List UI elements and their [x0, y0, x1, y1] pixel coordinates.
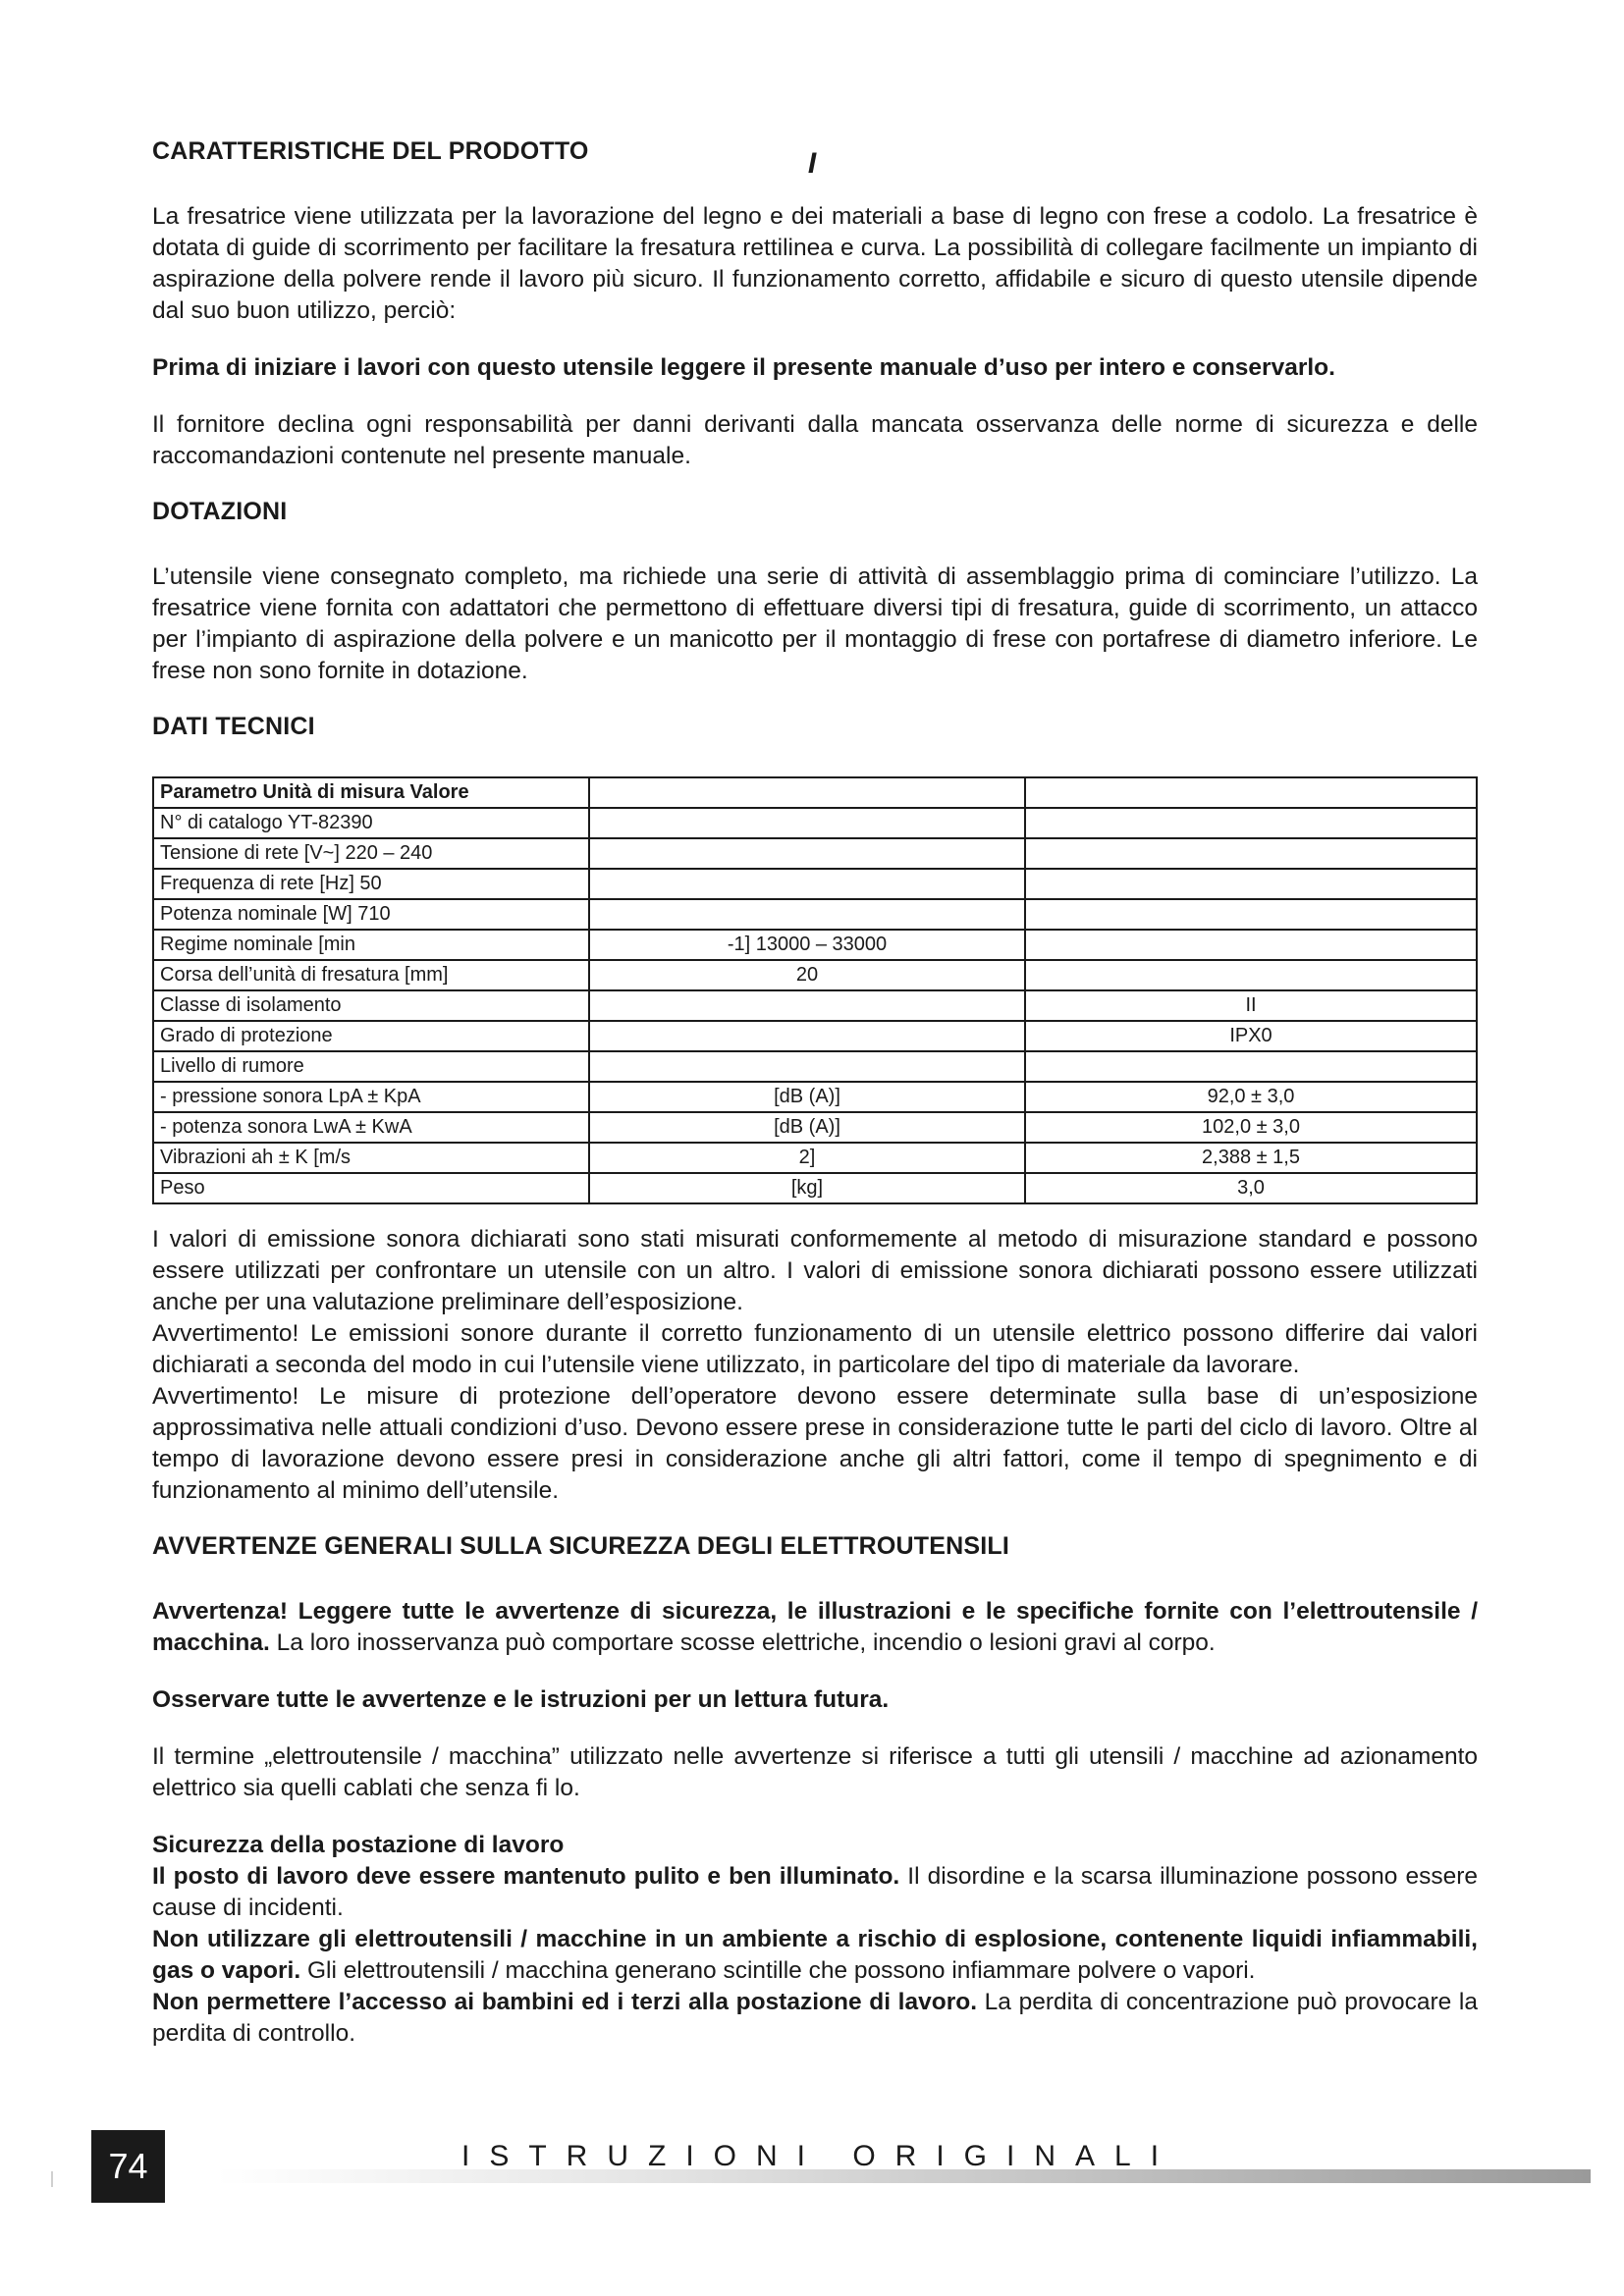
table-cell — [1025, 838, 1477, 869]
table-cell — [1025, 1051, 1477, 1082]
paragraph — [152, 1987, 1478, 2050]
table-cell — [589, 838, 1025, 869]
paragraph-bold: Osservare tutte le avvertenze e le istruzioni per un lettura futura. — [152, 1686, 890, 1713]
table-cell — [1025, 869, 1477, 899]
table-row — [153, 869, 1477, 899]
table-header-row — [153, 777, 1477, 808]
table-cell: -1] 13000 – 33000 — [589, 930, 1025, 960]
table-row — [153, 838, 1477, 869]
table-cell: [kg] — [589, 1173, 1025, 1203]
table-cell — [589, 777, 1025, 808]
table-cell — [589, 869, 1025, 899]
table-row — [153, 1082, 1477, 1112]
table-row — [153, 1173, 1477, 1203]
paragraph: Il termine „elettroutensile / macchina” utilizzato nelle avvertenze si riferisce a tutti gli utensili / macchine ad azionamento elettrico sia quelli cablati che senza fi lo. — [152, 1743, 1478, 1801]
table-cell: - pressione sonora LpA ± KpA — [153, 1082, 589, 1112]
technical-data-table — [152, 776, 1478, 1204]
paragraph-bold: Prima di iniziare i lavori con questo utensile leggere il presente manuale d’uso per intero e conservarlo. — [152, 354, 1335, 381]
table-row — [153, 1112, 1477, 1143]
table-cell: Livello di rumore — [153, 1051, 589, 1082]
paragraph: Avvertimento! Le emissioni sonore durante il corretto funzionamento di un utensile elettrico possono differire dai valori dichiarati a seconda del modo in cui l’utensile viene utilizzato, in particolare del tipo di materiale da lavorare. — [152, 1320, 1478, 1378]
table-cell: Tensione di rete [V~] 220 – 240 — [153, 838, 589, 869]
paragraph: Avvertimento! Le misure di protezione dell’operatore devono essere determinate sulla base di un’esposizione approssimativa nelle attuali condizioni d’uso. Devono essere prese in considerazione tutte le parti del ciclo di lavoro. Oltre al tempo di lavorazione devono essere presi in considerazione anche gli altri fattori, come il tempo di spegnimento e di funzionamento al minimo dell’utensile. — [152, 1383, 1478, 1504]
table-cell: [dB (A)] — [589, 1082, 1025, 1112]
language-marker: I — [807, 147, 817, 180]
paragraph: I valori di emissione sonora dichiarati sono stati misurati conformemente al metodo di misurazione standard e possono essere utilizzati per confrontare un utensile con un altro. I valori di emissione sonora dichiarati possono essere utilizzati anche per una valutazione preliminare dell’esposizione. — [152, 1226, 1478, 1315]
table-cell — [589, 1021, 1025, 1051]
table-cell: N° di catalogo YT-82390 — [153, 808, 589, 838]
table-cell: Grado di protezione — [153, 1021, 589, 1051]
text: La perdita di concentrazione può provocare la perdita di controllo. — [152, 1989, 1478, 2047]
table-cell: [dB (A)] — [589, 1112, 1025, 1143]
page-number: 74 — [91, 2130, 165, 2203]
table-cell: Classe di isolamento — [153, 990, 589, 1021]
table-cell — [1025, 960, 1477, 990]
table-cell — [1025, 808, 1477, 838]
table-cell: 20 — [589, 960, 1025, 990]
text: Gli elettroutensili / macchina generano scintille che possono infiammare polvere o vapori. — [300, 1957, 1256, 1984]
table-cell — [1025, 777, 1477, 808]
subsection-title: Sicurezza della postazione di lavoro — [152, 1832, 565, 1858]
section-title-safety: AVVERTENZE GENERALI SULLA SICUREZZA DEGLI ELETTROUTENSILI — [152, 1532, 1009, 1560]
table-cell: 2] — [589, 1143, 1025, 1173]
table-row — [153, 808, 1477, 838]
table-cell: Corsa dell’unità di fresatura [mm] — [153, 960, 589, 990]
table-cell — [589, 808, 1025, 838]
table-cell: - potenza sonora LwA ± KwA — [153, 1112, 589, 1143]
table-row — [153, 899, 1477, 930]
paragraph — [152, 1861, 1478, 1924]
paragraph — [152, 1596, 1478, 1659]
section-title-caratteristiche: CARATTERISTICHE DEL PRODOTTO — [152, 137, 589, 165]
paragraph: Il fornitore declina ogni responsabilità per danni derivanti dalla mancata osservanza delle norme di sicurezza e delle raccomandazioni contenute nel presente manuale. — [152, 411, 1478, 469]
table-cell: Vibrazioni ah ± K [m/s — [153, 1143, 589, 1173]
table-cell: 3,0 — [1025, 1173, 1477, 1203]
table-cell: Potenza nominale [W] 710 — [153, 899, 589, 930]
table-cell: Regime nominale [min — [153, 930, 589, 960]
table-cell — [589, 899, 1025, 930]
table-row — [153, 930, 1477, 960]
section-title-dotazioni: DOTAZIONI — [152, 498, 288, 525]
table-cell: 102,0 ± 3,0 — [1025, 1112, 1477, 1143]
section-title-dati-tecnici: DATI TECNICI — [152, 713, 315, 740]
table-cell: 92,0 ± 3,0 — [1025, 1082, 1477, 1112]
footer-text: ISTRUZIONI ORIGINALI — [461, 2140, 1179, 2172]
table-cell — [1025, 899, 1477, 930]
table-row — [153, 1051, 1477, 1082]
table-row — [153, 960, 1477, 990]
table-cell: IPX0 — [1025, 1021, 1477, 1051]
page-content — [152, 137, 1478, 2050]
table-cell — [1025, 930, 1477, 960]
table-cell: Peso — [153, 1173, 589, 1203]
text: La loro inosservanza può comportare scosse elettriche, incendio o lesioni gravi al corpo. — [269, 1629, 1216, 1656]
paragraph — [152, 1924, 1478, 1987]
paragraph: L’utensile viene consegnato completo, ma richiede una serie di attività di assemblaggio prima di cominciare l’utilizzo. La fresatrice viene fornita con adattatori che permettono di effettuare diversi tipi di fresatura, guide di scorrimento, un attacco per l’impianto di aspirazione della polvere e un manicotto per il montaggio di frese con portafrese di diametro inferiore. Le frese non sono fornite in dotazione. — [152, 563, 1478, 684]
text: Il disordine e la scarsa illuminazione possono essere cause di incidenti. — [152, 1863, 1479, 1921]
table-header-cell: Parametro Unità di misura Valore — [153, 777, 589, 808]
table-cell — [589, 1051, 1025, 1082]
table-row — [153, 990, 1477, 1021]
table-row — [153, 1021, 1477, 1051]
table-cell: 2,388 ± 1,5 — [1025, 1143, 1477, 1173]
bold-text: Il posto di lavoro deve essere mantenuto pulito e ben illuminato. — [152, 1863, 900, 1890]
table-cell — [589, 990, 1025, 1021]
table-row — [153, 1143, 1477, 1173]
paragraph: La fresatrice viene utilizzata per la lavorazione del legno e dei materiali a base di legno con frese a codolo. La fresatrice è dotata di guide di scorrimento per facilitare la fresatura rettilinea e curva. La possibilità di collegare facilmente un impianto di aspirazione della polvere rende il lavoro più sicuro. Il funzionamento corretto, affidabile e sicuro di questo utensile dipende dal suo buon utilizzo, perciò: — [152, 203, 1478, 324]
bold-text: Non permettere l’accesso ai bambini ed i terzi alla postazione di lavoro. — [152, 1989, 978, 2015]
margin-mark — [51, 2171, 53, 2187]
table-cell: Frequenza di rete [Hz] 50 — [153, 869, 589, 899]
table-cell: II — [1025, 990, 1477, 1021]
bold-text: Non utilizzare gli elettroutensili / macchine in un ambiente a rischio di esplosione, contenente liquidi infiammabili, gas o vapori. — [152, 1926, 1478, 1984]
bold-text: Avvertenza! Leggere tutte le avvertenze di sicurezza, le illustrazioni e le specifiche fornite con l’elettroutensile / macchina. — [152, 1598, 1478, 1656]
